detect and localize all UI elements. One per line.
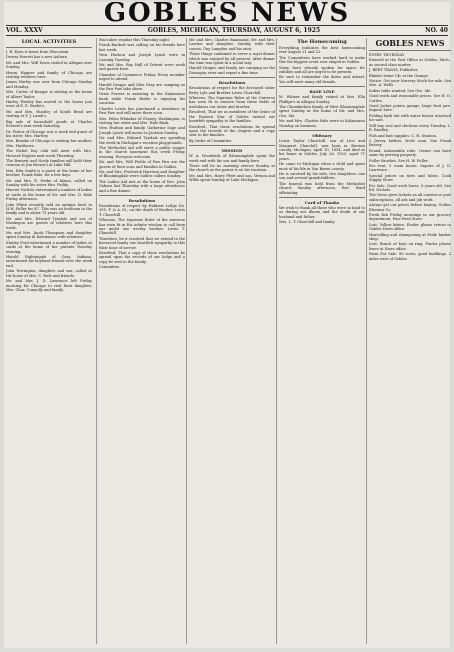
news-item: Mrs. Carter of Bangor is visiting at the home of Albert Taylor. [6, 90, 92, 99]
thanks-paragraph: Mrs. L. T. Churchill and family. [279, 220, 336, 225]
classified-ad: For Sale. Good work horse, 8 years old. See Ed. Nichols. [369, 183, 451, 192]
news-item: M. Wilmer and family visited at Mrs. Ella Phillips's in Allegan Sunday. [279, 95, 365, 104]
news-item: The Nickel Day club will meet with Mrs. Howard Hughes next week Thursday. [6, 149, 92, 158]
news-item: Mr. and Mrs. Hoatley of South Bend are visiting at F. J. Lamb's. [6, 109, 92, 119]
classified-ad: Indies table wanted. See Geo. Ide. [369, 88, 432, 93]
classified-masthead: GOBLES NEWS [375, 38, 445, 48]
news-item: Mr. and Mrs. Charles Hammond, Mr. and Mrs. Lawton and daughter, Sunday with their cousin, Guy Langdon and his aunt. [189, 38, 275, 51]
obituary-paragraph: The funeral was held from the Methodist church Sunday afternoon, Rev. Ward officiating. [279, 181, 365, 195]
classified-ad: Fuller Brushes. See H. W. Fuller. [369, 158, 429, 163]
divider [369, 50, 451, 51]
news-item: Henry Wagner and family of Chicago are visiting relatives here. [6, 70, 92, 80]
classified-ad: The News gives tickets on all current or past subscriptions, all ads and job work. [369, 193, 451, 202]
news-item: The Bennett and Neely families will hold their reunion at Jim Brown's at Lake Hill. [6, 158, 92, 168]
obituary-paragraph: He came to Michigan when a child and spent most of his life in Van Buren county. [279, 162, 365, 171]
news-item: Mrs. Etta Smith is a guest at the home of her brother, Frank Hale, for a few days. [6, 168, 92, 178]
resolution-paragraph: Resolutions of respect for the deceased sister Betty Lyle and Brother Lewis Churchill. [189, 86, 275, 95]
news-item: Mr. and Mrs. Edward Tyndale are spending the week in Michigan's vacation playgrounds. [99, 136, 185, 145]
news-item: Dr. Fisher of Chicago was a week end guest of his sister, Mrs. Hartley. [6, 129, 92, 138]
classified-ad: Farm For Sale. 80 acres, good buildings, 2 miles west of Gobles. [369, 252, 451, 261]
classified-ad: Fresh fish Friday mornings in our grocery department. Fine Feed Store. [369, 213, 451, 222]
news-item: Mr. and Mrs. Jacob Thompson and daughter spent Sunday in Kalamazoo with relatives. [6, 231, 92, 240]
classified-ad: Lost. Yellow kitten. Finder please return to Gobles News office. [369, 222, 451, 232]
resolution-paragraph: Resolved, That a copy of these resolutions be spread upon the records of our lodge and a copy be sent to the family. [99, 251, 185, 264]
news-item: John Yerrington, daughter and son, called at the home of Mrs. C. Hale and friends. [6, 269, 92, 278]
news-item: Vern Hudson and Joseph Lynch were in Lansing Tuesday. [99, 53, 185, 62]
news-item: J. B. Eyon is home from Wisconsin. [6, 50, 70, 54]
news-item: Vern Hudson and family, Gatherine Sage and Joseph Lynch will motor to Jackson Sunday. [99, 126, 185, 135]
column-2 [96, 38, 187, 644]
classified-ad: Entered at the Post Office at Gobles, Mich., as second class matter. [369, 58, 451, 67]
news-item: Mr. and Mrs. Frederick Harrison and daughter of Bloomingdale were Gobles callers Sunday. [99, 169, 185, 179]
news-item: The Chamberlain family of West Bloomingdale spent Sunday at the home of Mr. and Mrs. Geo. Ide. [279, 105, 365, 118]
divider [6, 47, 92, 48]
resolutions-text [189, 86, 275, 143]
column-5 [366, 38, 451, 644]
resolutions-text [99, 204, 185, 270]
column-3 [186, 38, 277, 644]
news-item: Mrs. Wiles Whitaker of Cheney, Washington, is visiting her sister and Mrs. Hale Bush. [99, 116, 185, 125]
divider [279, 197, 365, 198]
news-item: Dewey Everett has a new Auburn. [6, 55, 69, 60]
classified-ad: For rent, 5 room house. Inquire of J. D. Lawrence. [369, 163, 451, 173]
divider [189, 145, 275, 146]
news-item: Chamber of Commerce Friday. Every member urged to attend. [99, 72, 185, 82]
news-item: Mr. and Mrs. Harry Fleet and son, Vernon and Willis spent Sunday at Lake Michigan. [189, 173, 275, 183]
news-item: Big sale of household goods at Charles Everett's next week Saturday. [6, 119, 92, 129]
obituary-text [279, 139, 365, 195]
classified-ad: Fish and bait supplies. C. H. Stanton. [369, 133, 438, 138]
news-item: There will be no morning service Sunday at the church as the pastor is on his vacation. [189, 163, 275, 173]
local-news-list [6, 50, 92, 292]
news-item: Frank Buckert was calling on his friends here last week. [99, 43, 185, 52]
article-paragraph: Be sure to remember the dates and attend. You will meet many old friends. [279, 75, 365, 84]
classified-ads-list [369, 53, 451, 261]
publication-date: GOBLES, MICHIGAN, THURSDAY, AUGUST 6, 1925 [147, 27, 321, 34]
local-news-list [189, 38, 275, 75]
resolution-paragraph: Resolutions of respect by Hubbert Lodge No. 395, F. & A. M., on the death of Brother Lewis T. Churchill. [99, 204, 185, 217]
news-item: Mr. and Mrs. E. Peeke of Alamo, called on Sunday with his sister Mrs. Peddy. [6, 178, 92, 187]
classified-ad: EVERY THURSDAY [369, 53, 405, 57]
resolution-paragraph: Therefore, be it resolved that we extend to the bereaved family our heartfelt sympathy in this their hour of sorrow. [99, 236, 185, 250]
resolution-paragraph: Whereas, The Supreme Ruler of the universe has seen fit in His infinite wisdom to call from our midst our worthy brother, Lewis T. Churchill. [99, 218, 185, 236]
local-activities-heading: LOCAL ACTIVITIES [21, 39, 77, 45]
news-item: The Methodist Aid will serve a public supper in the church basement this week Friday evening. Everyone welcome. [99, 145, 185, 159]
classified-ad: Notice: Get your Nursery Stock for sale. See Mrs. A. Wells. [369, 79, 451, 88]
classified-ad: Special prices on tires and tubes. Cook Supply Store. [369, 173, 451, 183]
homecoming-text [279, 46, 365, 84]
news-item: Charles Lewis has purchased a residence in Paw Paw and will move there soon. [99, 106, 185, 116]
news-item: The Ladies Aid met at the home of Mrs. John Osborn last Thursday with a large attendance and a fine dinner. [99, 179, 185, 193]
news-item: Mr. and Mrs. Edward Tyndale and son of Muskegon are guests of relatives here this week. [6, 216, 92, 230]
volume-number: VOL. XXXV [6, 27, 43, 34]
obituary-paragraph: Lewis Taylor Churchill, son of Levi and Margaret Churchill, was born in Berrien county, Michigan, April 10, 1854, and died at his home in Gobles, July 26, 1925, aged 71 years. [279, 139, 365, 161]
classified-ad: J. BERT TRAVIS, Publisher. [369, 68, 419, 73]
masthead-title: GOBLES NEWS [103, 2, 351, 24]
newspaper-page [4, 2, 450, 648]
classified-ad: Always get our prices before buying. Gobles Elevator Co. [369, 203, 451, 212]
card-of-thanks-heading: Card of Thanks [304, 199, 340, 205]
mission-heading: MISSION [221, 148, 243, 154]
divider [189, 77, 275, 78]
news-item: Shirley Ford entertained a number of ladies at cards at the home of her parents Tuesday evening. [6, 240, 92, 254]
base-line-heading: BASE LINE [309, 89, 335, 95]
news-item: Mr. and Mrs. Will Fields of Paw Paw are the guests of their sons and families in Gobles. [99, 160, 185, 169]
news-item: Harriet Nichols entertained a number of ladies at cards at the home of Mr. and Mrs. D. Hale Friday afternoon. [6, 188, 92, 202]
divider [99, 195, 185, 196]
classified-ad: Good Jacket potato garage, large fruit jars. Inquire here. [369, 104, 451, 113]
column-4 [276, 38, 367, 644]
classified-ad: Lost. Bunch of keys on ring. Finder please leave at News office. [369, 242, 451, 251]
obituary-heading: Obituary [312, 133, 332, 139]
resolution-paragraph: Committee. [99, 265, 121, 270]
resolutions-heading: Resolutions [128, 198, 156, 203]
news-item: Harley Wenley has moved to the house just west of E. E. Beebe's. [6, 100, 92, 109]
divider [279, 130, 365, 131]
article-paragraph: Many have already spoken for space for exhibits and all are urged to be present. [279, 65, 365, 75]
news-item: Harold Nightingale of Gary, Indiana, entertained his boyhood friends over the week end. [6, 255, 92, 268]
column-1 [6, 38, 94, 644]
classified-ad: Folding bath tub with water heater attached for sale. [369, 113, 451, 123]
resolution-paragraph: Whereas, The Supreme Ruler of the Universe has seen fit to remove from these fields of usefulness our sister and brother. [189, 96, 275, 109]
classified-ad: Good work and reasonable prices. See R. D. Corliss. [369, 94, 451, 103]
classified-ad: 2 Jersey heifers, fresh soon. See Frank Bessey. [369, 138, 451, 148]
resolution-paragraph: By Order of Committee. [189, 138, 233, 143]
news-item: Mr. and Mrs. Ray Hall of Detroit were week end guests here. [99, 63, 185, 72]
news-item: These things combined to serve a royal dinner which was enjoyed by all present. After dinner the time was spent in a social way. [189, 52, 275, 66]
news-item: Mr. and Mrs. Charles Hale were in Kalamazoo Monday on business. [279, 119, 365, 128]
resolutions-heading: Resolutions [218, 80, 246, 86]
news-item: Mrs. Benske of Chicago is visiting her mother, Mrs. Matthews. [6, 139, 92, 148]
dateline [6, 25, 448, 36]
issue-number: NO. 40 [425, 27, 448, 34]
classified-ad: Marcelling and shampooing at Pride barber shop. [369, 232, 451, 242]
news-item: Harold Dragoo and family are camping on the Dowagiac river and report a fine time. [189, 66, 275, 75]
mission-news-list [189, 154, 275, 182]
news-item: Mr. and Mrs. J. D. Lawrence left Friday morning for Chicago to visit their daughter, Mrs. Chas. Connolly and family. [6, 279, 92, 292]
divider [279, 86, 365, 87]
news-item: Harold Dragoo and Glen Dray are camping on the Paw Paw lake shore. [99, 82, 185, 92]
classified-ad: Found. Automobile robe. Owner can have same by proving property. [369, 148, 451, 158]
obituary-paragraph: He is survived by his wife, two daughters, one son and several grandchildren. [279, 171, 365, 181]
article-paragraph: Everything indicates the best homecoming ever August 21 and 22. [279, 46, 365, 55]
resolution-paragraph: Resolved, That we as members of the Order of the Eastern Star of Gobles extend our heartfelt sympathy to the families. [189, 110, 275, 124]
card-of-thanks-text [279, 206, 365, 225]
news-item: James Hurley was over from Chicago Sunday and Monday. [6, 80, 92, 89]
article-paragraph: The Committees have worked hard to make this the biggest event ever staged in Gobles. [279, 55, 365, 65]
resolution-paragraph: Resolved, That these resolutions be spread upon the records of the chapter and a copy sent to the families. [189, 124, 275, 138]
news-item: Orrin Powers is assisting in the Kalamazoo bank while Frank Beebe is enjoying his vacation. [99, 92, 185, 106]
thanks-paragraph: We wish to thank all those who were so kind to us during our illness and the death of our husband and father. [279, 205, 365, 219]
classified-ad: Will buy veal and chickens every Tuesday. L. R. Bradley. [369, 123, 451, 133]
news-item: W. A. Woodwick of Bloomingdale spent the week end with his son and family here. [189, 154, 275, 163]
base-line-news [279, 95, 365, 128]
classified-ad: Blinder twine 14c at the Grange. [369, 73, 429, 78]
homecoming-heading: The Homecoming [297, 39, 347, 45]
local-news-list [99, 38, 185, 193]
news-item: Mr. and Mrs. Will Davis visited in Allegan over Sunday. [6, 60, 92, 70]
news-item: John White recently sold an antique bowl to H.W. Fuller for $7. This was an heirloom in the family and is about 75 years old. [6, 202, 92, 216]
news-item: Maccabee regular this Thursday night. [99, 38, 171, 42]
